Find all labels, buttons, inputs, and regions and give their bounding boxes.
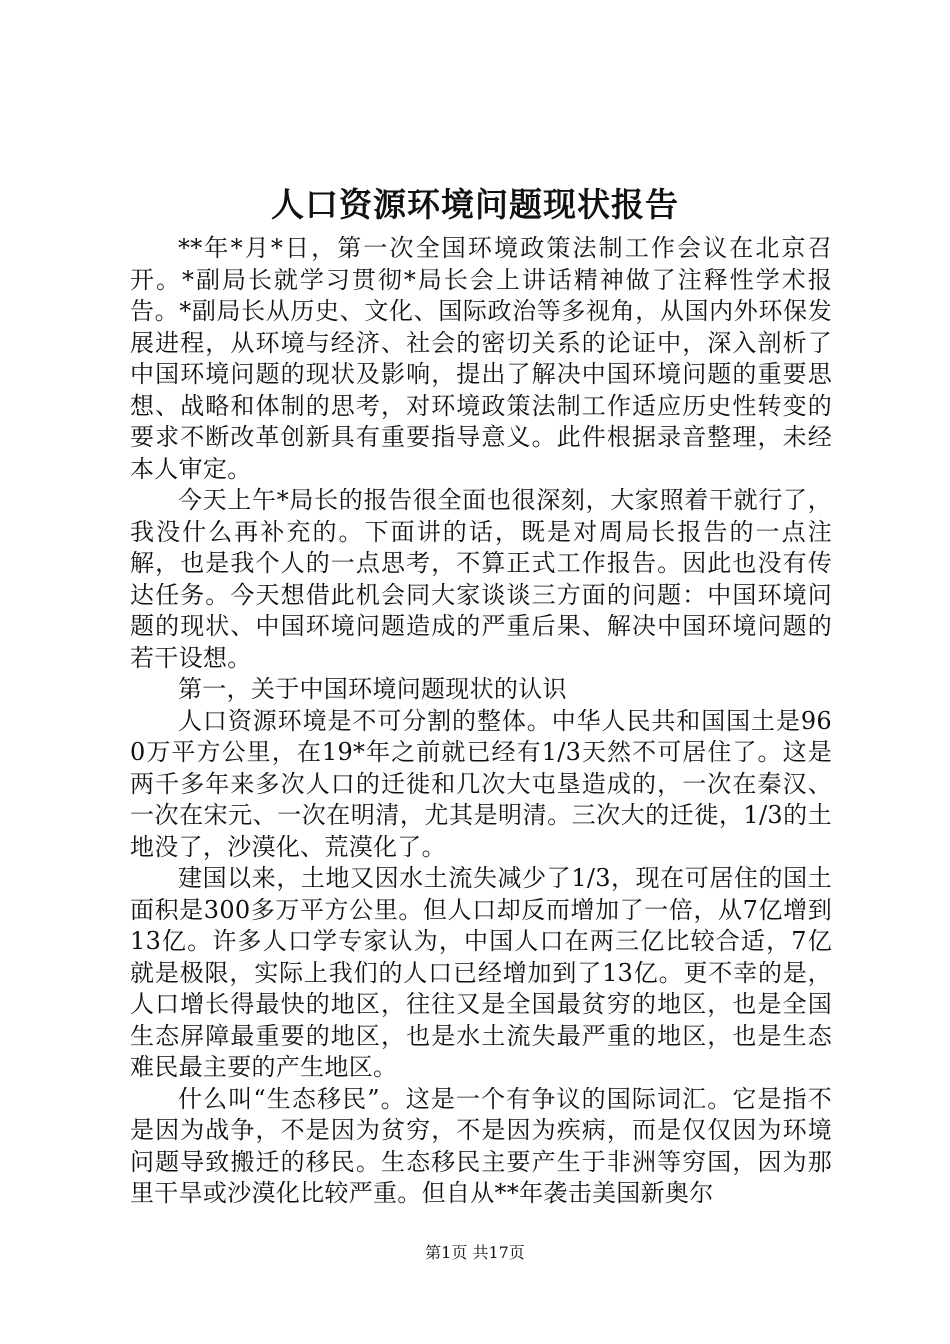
paragraph-land-population: 人口资源环境是不可分割的整体。中华人民共和国国土是960万平方公里，在19*年之前就已经有1/3天然不可居住了。这是两千多年来多次人口的迁徙和几次大屯垦造成的，一次在秦汉、一次在宋元、一次在明清，尤其是明清。三次大的迁徙，1/3的土地没了，沙漠化、荒漠化了。 bbox=[130, 706, 832, 861]
page-footer: 第1页 共17页 bbox=[425, 1243, 525, 1262]
document-title: 人口资源环境问题现状报告 bbox=[271, 185, 679, 224]
paragraph-since-founding: 建国以来，土地又因水土流失减少了1/3，现在可居住的国土面积是300多万平方公里。但人口却反而增加了一倍，从7亿增到13亿。许多人口学专家认为，中国人口在两三亿比较合适，7亿就是极限，实际上我们的人口已经增加到了13亿。更不幸的是，人口增长得最快的地区，往往又是全国最贫穷的地区，也是全国生态屏障最重要的地区，也是水土流失最严重的地区，也是生态难民最主要的产生地区。 bbox=[130, 864, 832, 1081]
document-body bbox=[130, 233, 832, 1210]
section-heading-first: 第一，关于中国环境问题现状的认识 bbox=[178, 675, 567, 703]
paragraph-ecological-migrants: 什么叫“生态移民”。这是一个有争议的国际词汇。它是指不是因为战争，不是因为贫穷，不是因为疾病，而是仅仅因为环境问题导致搬迁的移民。生态移民主要产生于非洲等穷国，因为那里干旱或沙漠化比较严重。但自从**年袭击美国新奥尔 bbox=[130, 1084, 832, 1207]
paragraph-intro: **年*月*日，第一次全国环境政策法制工作会议在北京召开。*副局长就学习贯彻*局长会上讲话精神做了注释性学术报告。*副局长从历史、文化、国际政治等多视角，从国内外环保发展进程，从环境与经济、社会的密切关系的论证中，深入剖析了中国环境问题的现状及影响，提出了解决中国环境问题的重要思想、战略和体制的思考，对环境政策法制工作适应历史性转变的要求不断改革创新具有重要指导意义。此件根据录音整理，未经本人审定。 bbox=[130, 234, 832, 483]
paragraph-opening-remarks: 今天上午*局长的报告很全面也很深刻，大家照着干就行了，我没什么再补充的。下面讲的话，既是对周局长报告的一点注解，也是我个人的一点思考，不算正式工作报告。因此也没有传达任务。今天想借此机会同大家谈谈三方面的问题：中国环境问题的现状、中国环境问题造成的严重后果、解决中国环境问题的若干设想。 bbox=[130, 486, 832, 672]
